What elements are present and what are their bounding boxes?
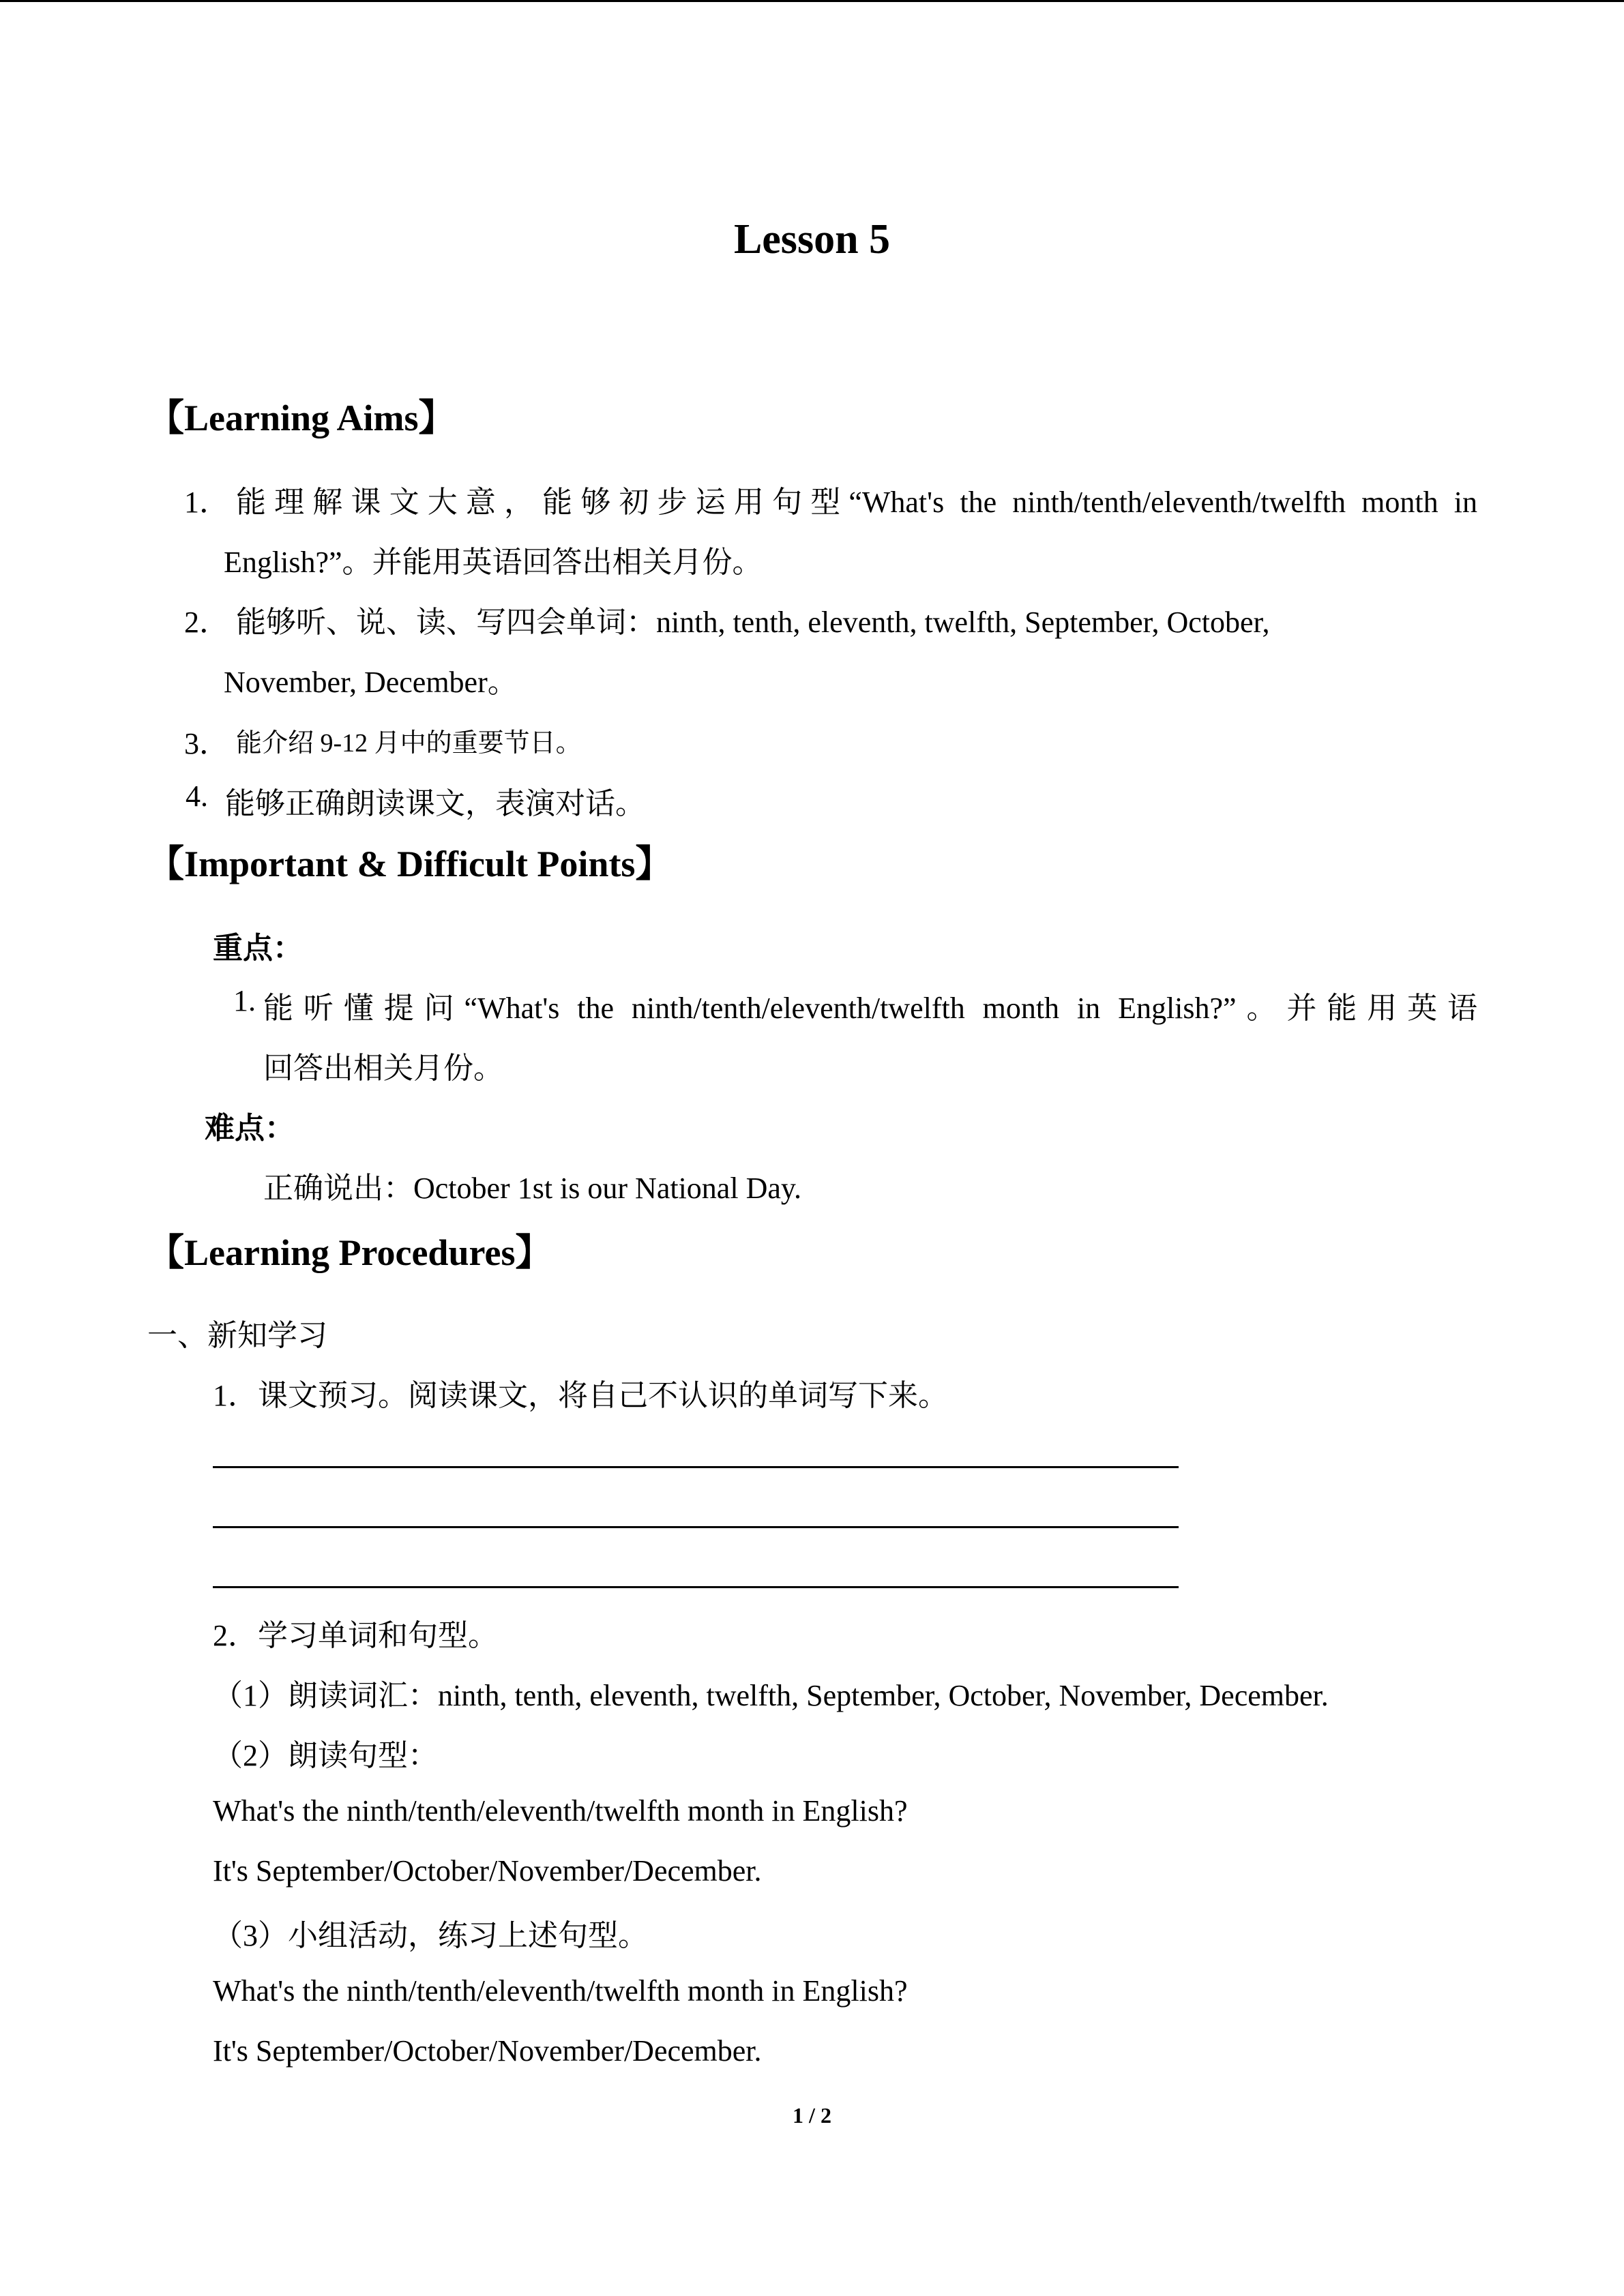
learning-aims-heading: 【Learning Aims】	[147, 398, 456, 438]
aim-4-text: 能够正确朗读课文，表演对话。	[225, 787, 645, 820]
answer-blank-line-1[interactable]	[213, 1466, 1179, 1468]
aim-4-number: 4.	[186, 779, 208, 813]
part-1-heading: 一、新知学习	[147, 1319, 327, 1352]
sub-step-2-text: （2）朗读句型：	[213, 1739, 438, 1772]
aim-2-text-cont: November, December。	[224, 666, 518, 699]
procedures-heading: 【Learning Procedures】	[147, 1232, 552, 1273]
key-point-text: 能听懂提问“What's the ninth/tenth/eleventh/twelfth month in English?”。并能用英语	[263, 992, 1477, 1025]
answer-blank-line-3[interactable]	[213, 1586, 1179, 1588]
answer-blank-line-2[interactable]	[213, 1526, 1179, 1528]
step-2-text: 2．学习单词和句型。	[213, 1619, 498, 1652]
points-heading: 【Important & Difficult Points】	[147, 844, 673, 884]
key-point-text-cont: 回答出相关月份。	[263, 1052, 503, 1085]
aim-2-text: 能够听、说、读、写四会单词：ninth, tenth, eleventh, twelfth, September, October,	[236, 606, 1270, 639]
difficult-point-text: 正确说出：October 1st is our National Day.	[263, 1172, 802, 1205]
sub-step-3-text: （3）小组活动，练习上述句型。	[213, 1919, 648, 1952]
question-sentence-2: What's the ninth/tenth/eleventh/twelfth month in English?	[213, 1974, 908, 2008]
key-point-number: 1.	[233, 984, 256, 1017]
aim-3-text: 能介绍 9-12 月中的重要节日。	[236, 729, 582, 758]
sub-step-1-text: （1）朗读词汇：ninth, tenth, eleventh, twelfth, September, October, November, December.	[213, 1679, 1329, 1712]
page-number: 1 / 2	[793, 2103, 831, 2128]
answer-sentence-1: It's September/October/November/December.	[213, 1854, 762, 1888]
question-sentence-1: What's the ninth/tenth/eleventh/twelfth month in English?	[213, 1794, 908, 1828]
answer-sentence-2: It's September/October/November/December.	[213, 2034, 762, 2068]
aim-3-number: 3．	[184, 727, 229, 760]
step-1-text: 1．课文预习。阅读课文，将自己不认识的单词写下来。	[213, 1379, 948, 1412]
page-title: Lesson 5	[733, 216, 891, 263]
aim-1-text-cont: English?”。并能用英语回答出相关月份。	[224, 546, 763, 579]
aim-2-number: 2．	[184, 606, 229, 639]
key-point-label: 重点：	[213, 931, 303, 965]
aim-1-text: 能理解课文大意，能够初步运用句型“What's the ninth/tenth/eleventh/twelfth month in	[236, 486, 1477, 519]
aim-1-number: 1．	[184, 486, 229, 519]
difficult-point-label: 难点：	[205, 1112, 295, 1145]
page-top-border	[0, 0, 1624, 2]
